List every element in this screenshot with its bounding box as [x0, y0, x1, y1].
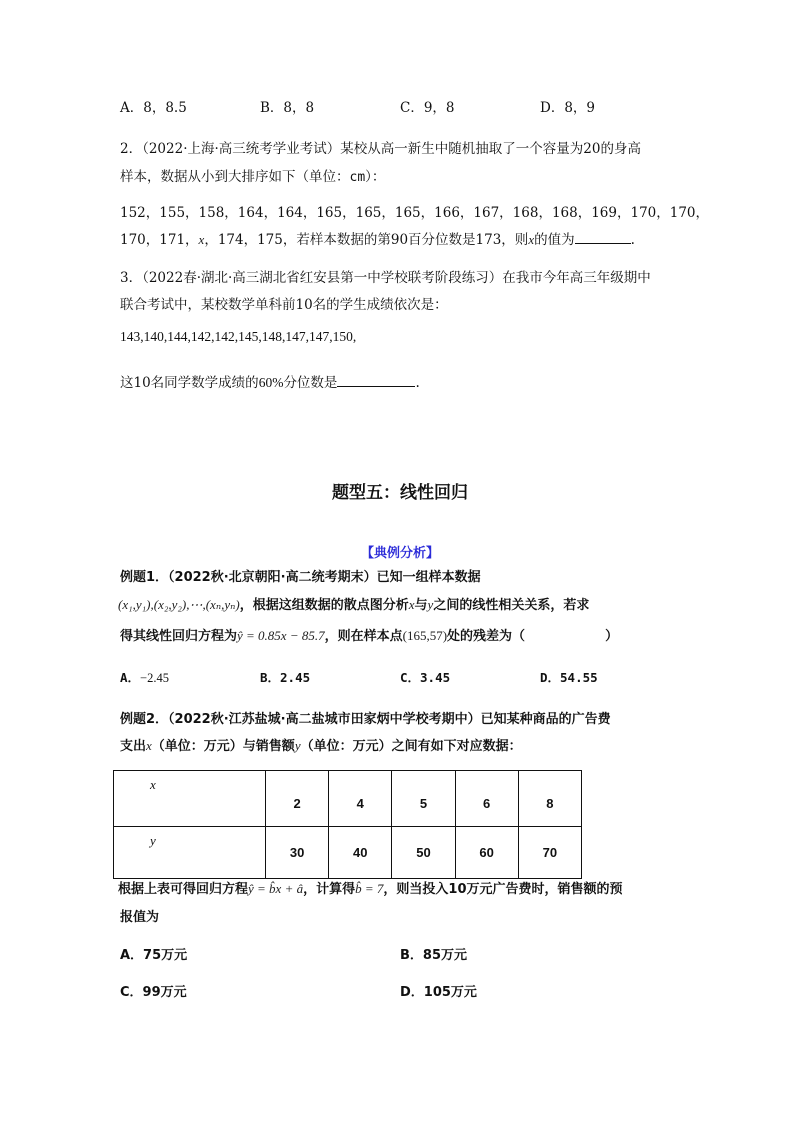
- ex1-option-a: A．−2.45: [120, 670, 169, 685]
- regression-equation: ŷ = b̂x + â: [248, 881, 304, 896]
- ex2-line2: 支出x（单位：万元）与销售额y（单位：万元）之间有如下对应数据：: [120, 738, 522, 754]
- table-cell: 70: [518, 827, 581, 879]
- q2-data-line2: 170，171，x，174，175，若样本数据的第90百分位数是173，则x的值为 .: [120, 228, 635, 248]
- ex2-line3: 根据上表可得回归方程ŷ = b̂x + â，计算得b̂ = 7，则当投入10万元广告费时，销售额的预: [118, 881, 623, 897]
- table-cell: 5: [392, 771, 455, 827]
- table-header-x: x: [114, 771, 266, 827]
- q3-line1: 3．（2022春·湖北·高三湖北省红安县第一中学校联考阶段练习）在我市今年高三年级期中: [120, 270, 651, 286]
- q3-line2: 联合考试中，某校数学单科前10名的学生成绩依次是：: [120, 297, 448, 313]
- ex2-option-a: A．75万元: [120, 948, 188, 963]
- q2-data-line1: 152，155，158，164，164，165，165，165，166，167，168，168，169，170，170，: [120, 205, 710, 221]
- ex2-line1: 例题2．（2022秋·江苏盐城·高二盐城市田家炳中学校考期中）已知某种商品的广告费: [120, 712, 611, 727]
- table-cell: 2: [266, 771, 329, 827]
- ex1-option-b: B．2.45: [260, 670, 311, 685]
- table-cell: 60: [455, 827, 518, 879]
- unit-cm: cm: [349, 170, 366, 185]
- option-a: A．8，8.5: [120, 100, 187, 116]
- ex2-option-c: C．99万元: [120, 985, 187, 1000]
- data-table: [113, 770, 582, 879]
- ex2-option-b: B．85万元: [400, 948, 467, 963]
- q2-line1: 2．（2022·上海·高三统考学业考试）某校从高一新生中随机抽取了一个容量为20的身高: [120, 141, 641, 157]
- regression-equation: ŷ = 0.85x − 85.7: [237, 628, 325, 643]
- answer-blank: [337, 372, 415, 387]
- q3-line4: 这10名同学数学成绩的60%分位数是 .: [120, 371, 420, 391]
- table-cell: 8: [518, 771, 581, 827]
- table-cell: 4: [329, 771, 392, 827]
- ex1-line3: 得其线性回归方程为ŷ = 0.85x − 85.7，则在样本点(165,57)处的残差为（ ）: [120, 628, 619, 644]
- table-cell: 50: [392, 827, 455, 879]
- table-cell: 30: [266, 827, 329, 879]
- table-header-y: y: [114, 827, 266, 879]
- q3-data: 143,140,144,142,142,145,148,147,147,150,: [120, 329, 357, 344]
- ex1-line1: 例题1．（2022秋·北京朝阳·高二统考期末）已知一组样本数据: [120, 570, 481, 585]
- option-c: C．9，8: [400, 100, 455, 116]
- table-row-y: [114, 827, 582, 879]
- ex2-line4: 报值为: [120, 910, 160, 925]
- table-row-x: [114, 771, 582, 827]
- option-d: D．8，9: [540, 100, 596, 116]
- table-cell: 40: [329, 827, 392, 879]
- ex1-line2: (x₁,y₁),(x₂,y₂),⋯,(xₙ,yₙ)，根据这组数据的散点图分析x与y之间的线性相关关系，若求: [118, 597, 590, 613]
- ex1-option-c: C．3.45: [400, 670, 451, 685]
- answer-blank: [575, 229, 631, 244]
- option-b: B．8，8: [260, 100, 315, 116]
- ex1-option-d: D．54.55: [540, 670, 598, 685]
- q2-line2: 样本，数据从小到大排序如下（单位：cm）：: [120, 169, 386, 185]
- table-cell: 6: [455, 771, 518, 827]
- section-subtitle: 【典例分析】: [360, 546, 439, 561]
- math-points: (x₁,y₁),(x₂,y₂),⋯,(xₙ,yₙ): [118, 597, 240, 612]
- section-title: 题型五：线性回归: [332, 483, 468, 503]
- ex2-option-d: D．105万元: [400, 985, 477, 1000]
